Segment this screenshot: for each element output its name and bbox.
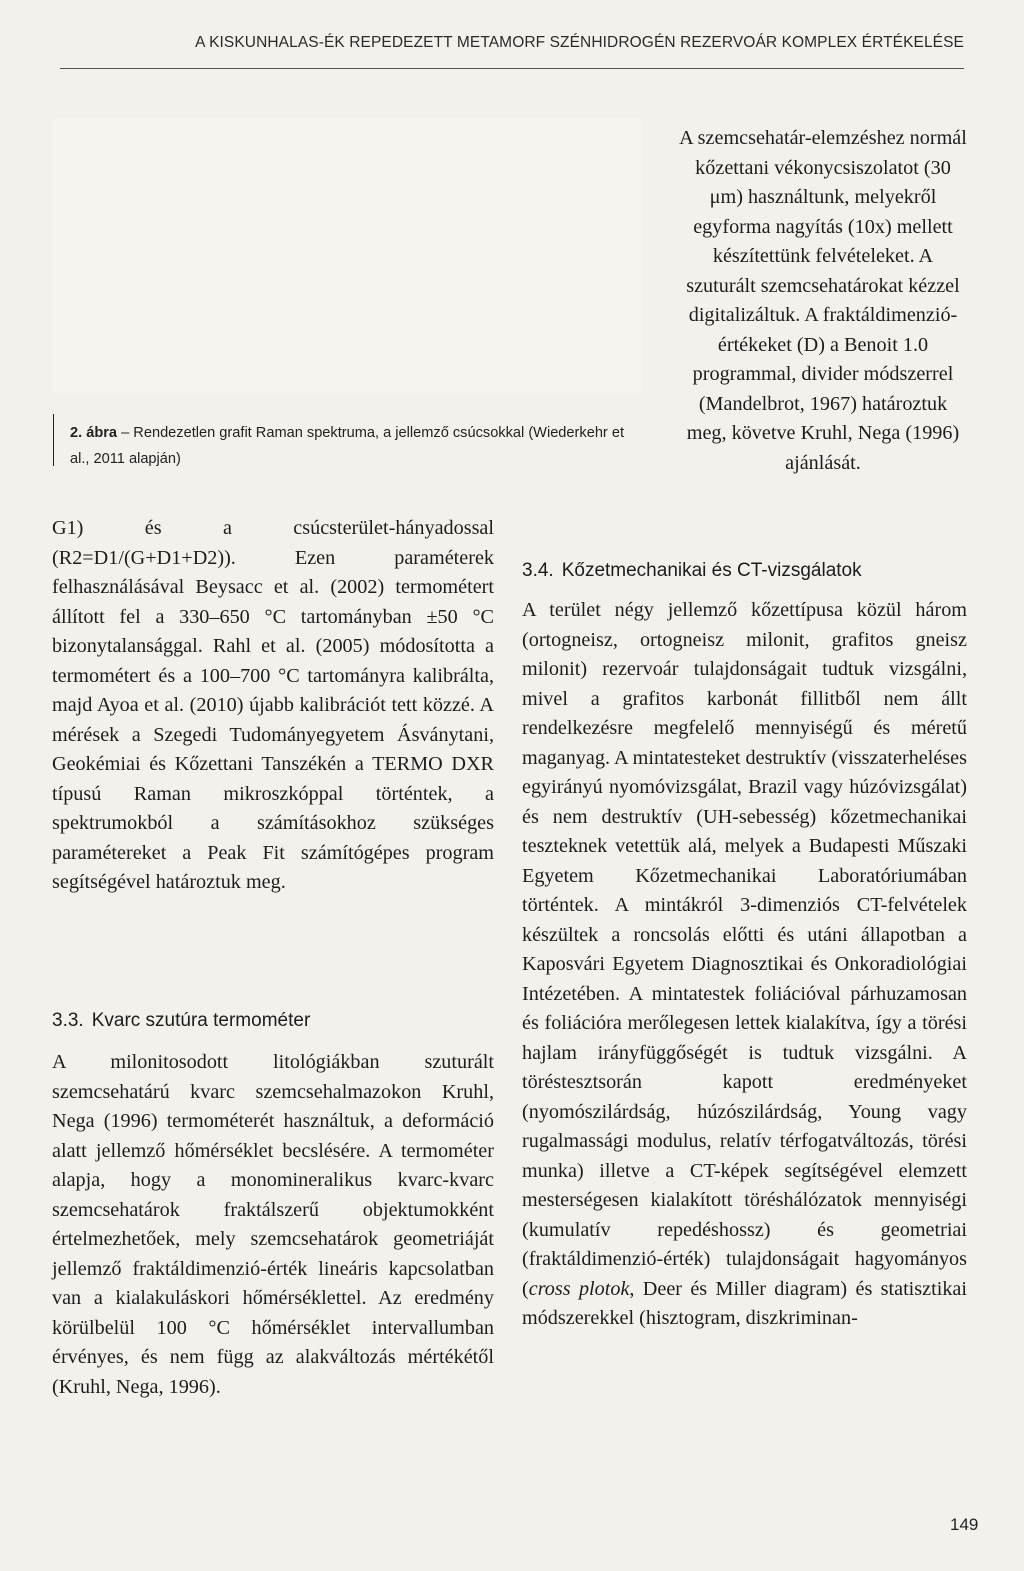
page-number: 149	[950, 1515, 979, 1534]
left-column-bottom	[52, 1048, 494, 1402]
paragraph-quartz-suture: A milonitosodott litológiákban szuturált szemcsehatárú kvarc szemcsehalmazokon Kruhl, Nega (1996) termométerét használtuk, a deformáció alatt jellemző hőmérséklet becslésére. A termométer alapja, hogy a monomineralikus kvarc-kvarc szemcsehatárok fraktálszerű objektumokként értelmezhetőek, mely szemcsehatárok geometriáját jellemző fraktáldimenzió-érték lineáris kapcsolatban van a kialakuláskori hőmérséklettel. Az eredmény körülbelül 100 °C hőmérséklet intervallumban érvényes, és nem függ az alakváltozás mértékétől (Kruhl, Nega, 1996).	[52, 1051, 494, 1398]
figure-caption-text: – Rendezetlen grafit Raman spektruma, a jellemző csúcsokkal (Wiederkehr et al., 2011 alapján)	[70, 425, 625, 467]
paragraph-rock-mechanics	[522, 596, 967, 1334]
paragraph-grain-boundary: A szemcsehatár-elemzéshez normál kőzettani vékonycsiszolatot (30 μm) használtunk, melyekről egyforma nagyítás (10x) mellett készítettünk felvételeket. A szuturált szemcsehatárokat kézzel digitalizáltuk. A fraktáldimenzió-értékeket (D) a Benoit 1.0 programmal, divider módszerrel (Mandelbrot, 1967) határoztuk meg, követve Kruhl, Nega (1996) ajánlását.	[679, 127, 967, 474]
section-heading-3-4	[522, 560, 862, 582]
paragraph-raman-thermometer: G1) és a csúcsterület-hányadossal (R2=D1/(G+D1+D2)). Ezen paraméterek felhasználásával Beysacc et al. (2002) termométert állított fel a 330–650 °C tartományban ±50 °C bizonytalansággal. Rahl et al. (2005) módosította a termométert és a 100–700 °C tartományra kalibrálta, majd Ayoa et al. (2010) újabb kalibrációt tett közzé. A mérések a Szegedi Tudományegyetem Ásványtani, Geokémiai és Kőzettani Tanszékén a TERMO DXR típusú Raman mikroszkóppal történtek, a spektrumokból a számításokhoz szükséges paramétereket a Peak Fit számítógépes program segítségével határoztuk meg.	[52, 517, 494, 893]
rock-mechanics-text-1: A terület négy jellemző kőzettípusa közül három (ortogneisz, ortogneisz milonit, grafitos gneisz milonit) rezervoár tulajdonságait tudtuk vizsgálni, mivel a grafitos karbonát fillitből nem állt rendelkezésre megfelelő mennyiségű és méretű maganyag. A mintatesteket destruktív (visszaterheléses egyirányú nyomóvizsgálat, Brazil vagy húzóvizsgálat) és nem destruktív (UH-sebesség) kőzetmechanikai teszteknek vetettük alá, melyek a Budapesti Műszaki Egyetem Kőzetmechanikai Laboratóriumában történtek. A mintákról 3-dimenziós CT-felvételek készültek a roncsolás előtti és utáni állapotban a Kaposvári Egyetem Diagnosztikai és Onkoradiológiai Intézetében. A mintatestek foliációval párhuzamosan és foliációra merőlegesen lettek kialakítva, így a törési hajlam irányfüggőségét is tudtuk vizsgálni. A töréstesztsorán kapott eredményeket (nyomószilárdság, húzószilárdság, Young vagy rugalmassági modulus, relatív térfogatváltozás, törési munka) illetve a CT-képek segítségével elemzett mesterségesen kialakított töréshálózatok mennyiségi (kumulatív repedéshossz) és geometriai (fraktáldimenzió-érték) tulajdonságait hagyományos (	[522, 599, 967, 1300]
figure-placeholder	[52, 118, 642, 393]
right-column-bottom	[522, 596, 967, 1334]
section-number: 3.4.	[522, 560, 554, 581]
header-rule	[60, 68, 964, 69]
section-title: Kőzetmechanikai és CT-vizsgálatok	[561, 560, 862, 581]
section-number: 3.3.	[52, 1010, 84, 1031]
rock-mechanics-italic: cross plotok	[528, 1277, 630, 1300]
figure-label: 2. ábra	[70, 425, 118, 441]
caption-bar	[53, 414, 54, 466]
section-heading-3-3	[52, 1010, 310, 1032]
figure-caption	[70, 420, 645, 472]
rock-mechanics-text-2: , Deer és Miller diagram) és statisztikai módszerekkel (hisztogram, diszkriminan-	[522, 1277, 967, 1329]
running-head: A KISKUNHALAS-ÉK REPEDEZETT METAMORF SZÉNHIDROGÉN REZERVOÁR KOMPLEX ÉRTÉKELÉSE	[195, 34, 964, 51]
left-column-top	[52, 514, 494, 898]
section-title: Kvarc szutúra termométer	[91, 1010, 311, 1031]
right-column-top	[678, 124, 968, 478]
